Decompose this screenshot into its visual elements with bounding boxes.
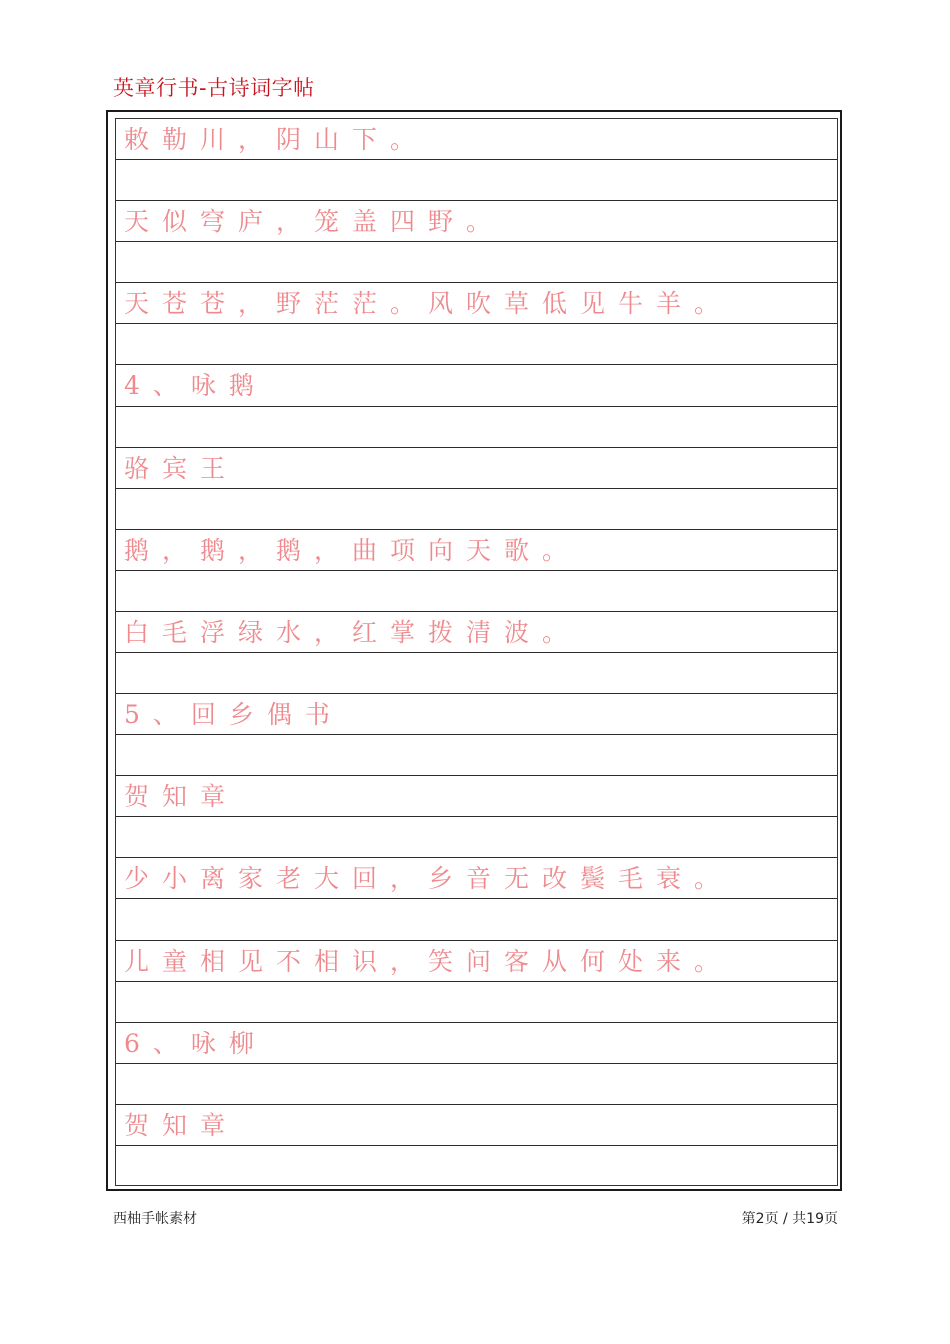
practice-row-text: 少小离家老大回，乡音无改鬓毛衰。 [124,864,733,894]
practice-row [116,530,837,571]
practice-row-text: 敕勒川，阴山下。 [124,125,429,154]
practice-row [116,283,837,324]
practice-row [116,1105,837,1146]
practice-row [116,899,837,940]
practice-row [116,612,837,653]
practice-row-text: 天苍苍，野茫茫。风吹草低见牛羊。 [124,289,733,319]
practice-row [116,735,837,776]
practice-row-text: 贺知章 [124,782,239,812]
practice-sheet [115,118,838,1186]
practice-row [116,407,837,448]
practice-row-text: 贺知章 [124,1110,239,1140]
practice-row [116,242,837,283]
practice-row [116,571,837,612]
practice-row [116,448,837,489]
practice-row [116,941,837,982]
practice-row [116,489,837,530]
practice-row [116,365,837,406]
practice-row-text: 6、咏柳 [124,1028,267,1058]
practice-row [116,694,837,735]
practice-row [116,1023,837,1064]
practice-row [116,201,837,242]
practice-row [116,653,837,694]
practice-row-text: 4、咏鹅 [124,371,267,401]
practice-row [116,1146,837,1187]
practice-row [116,119,837,160]
practice-row [116,858,837,899]
practice-row-text: 白毛浮绿水，红掌拨清波。 [124,617,581,647]
practice-row [116,1064,837,1105]
practice-row-text: 骆宾王 [124,453,239,483]
footer-page-number: 第2页 / 共19页 [741,1211,838,1227]
practice-row [116,324,837,365]
practice-row-text: 5、回乡偶书 [124,700,343,730]
practice-row [116,160,837,201]
footer-source: 西柚手帐素材 [113,1211,197,1227]
practice-row-text: 天似穹庐，笼盖四野。 [124,207,505,237]
practice-row-text: 鹅，鹅，鹅，曲项向天歌。 [124,535,581,565]
practice-row-text: 儿童相见不相识，笑问客从何处来。 [124,946,733,976]
page-title: 英章行书-古诗词字帖 [113,76,315,100]
practice-row [116,982,837,1023]
practice-row [116,817,837,858]
practice-row [116,776,837,817]
